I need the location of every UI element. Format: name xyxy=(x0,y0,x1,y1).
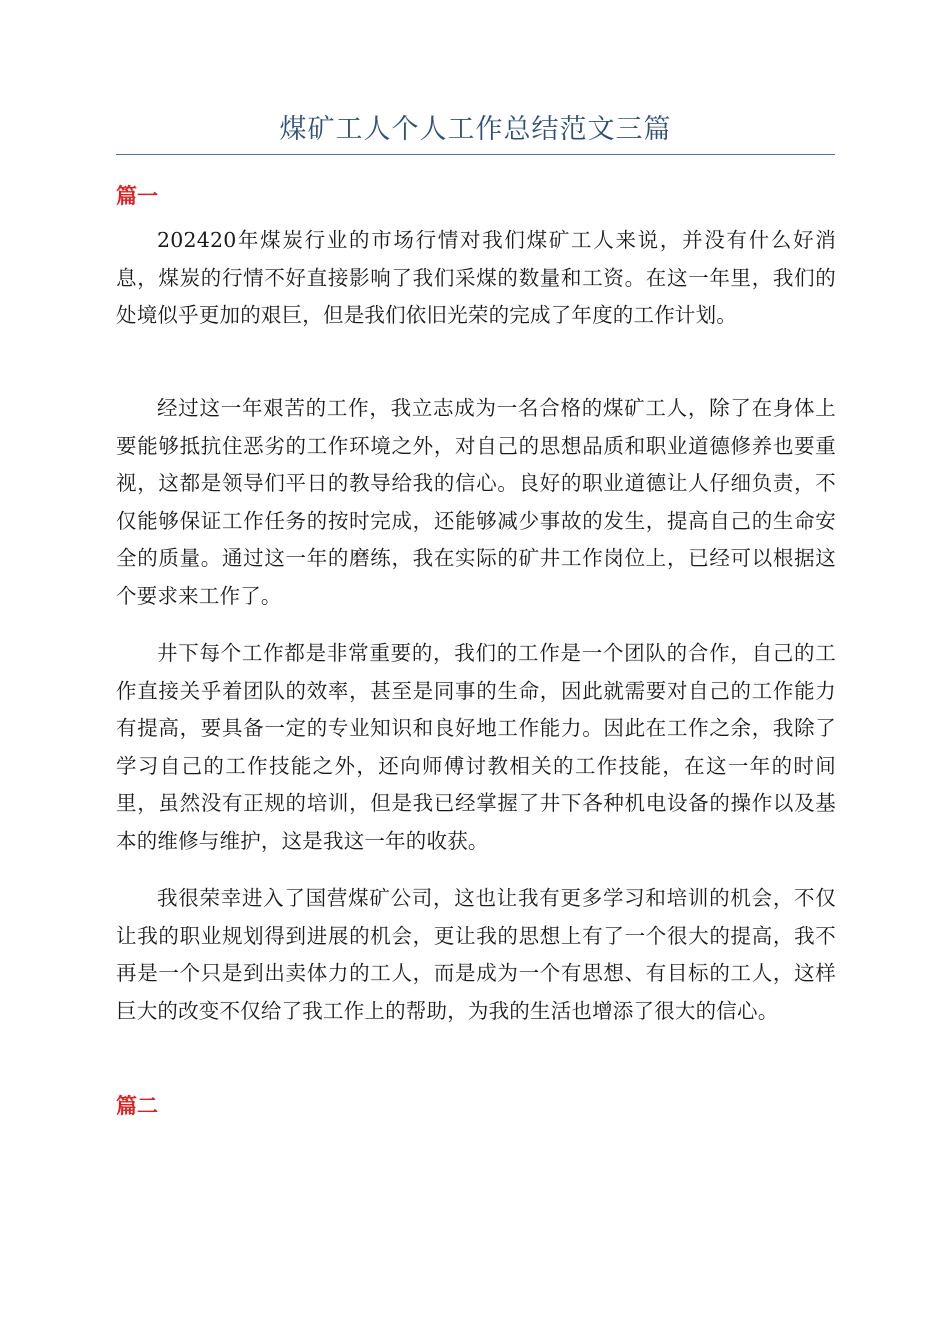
paragraph-2: 经过这一年艰苦的工作，我立志成为一名合格的煤矿工人，除了在身体上要能够抵抗住恶劣的工作环境之外，对自己的思想品质和职业道德修养也要重视，这都是领导们平日的教导给我的信心。良好的职业道德让人仔细负责，不仅能够保证工作任务的按时完成，还能够减少事故的发生，提高自己的生命安全的质量。通过这一年的磨练，我在实际的矿井工作岗位上，已经可以根据这个要求来工作了。 xyxy=(116,396,836,608)
section-heading-1: 篇一 xyxy=(116,183,158,208)
paragraph-1: 202420年煤炭行业的市场行情对我们煤矿工人来说，并没有什么好消息，煤炭的行情不好直接影响了我们采煤的数量和工资。在这一年里，我们的处境似乎更加的艰巨，但是我们依旧光荣的完成了年度的工作计划。 xyxy=(116,228,836,327)
title-underline xyxy=(116,154,835,155)
document-title: 煤矿工人个人工作总结范文三篇 xyxy=(279,114,672,145)
paragraph-4: 我很荣幸进入了国营煤矿公司，这也让我有更多学习和培训的机会，不仅让我的职业规划得到进展的机会，更让我的思想上有了一个很大的提高，我不再是一个只是到出卖体力的工人，而是成为一个有思想、有目标的工人，这样巨大的改变不仅给了我工作上的帮助，为我的生活也增添了很大的信心。 xyxy=(116,886,836,1023)
section-heading-2: 篇二 xyxy=(116,1093,158,1118)
paragraph-3: 井下每个工作都是非常重要的，我们的工作是一个团队的合作，自己的工作直接关乎着团队的效率，甚至是同事的生命，因此就需要对自己的工作能力有提高，要具备一定的专业知识和良好地工作能力。因此在工作之余，我除了学习自己的工作技能之外，还向师傅讨教相关的工作技能，在这一年的时间里，虽然没有正规的培训，但是我已经掌握了井下各种机电设备的操作以及基本的维修与维护，这是我这一年的收获。 xyxy=(116,641,836,853)
